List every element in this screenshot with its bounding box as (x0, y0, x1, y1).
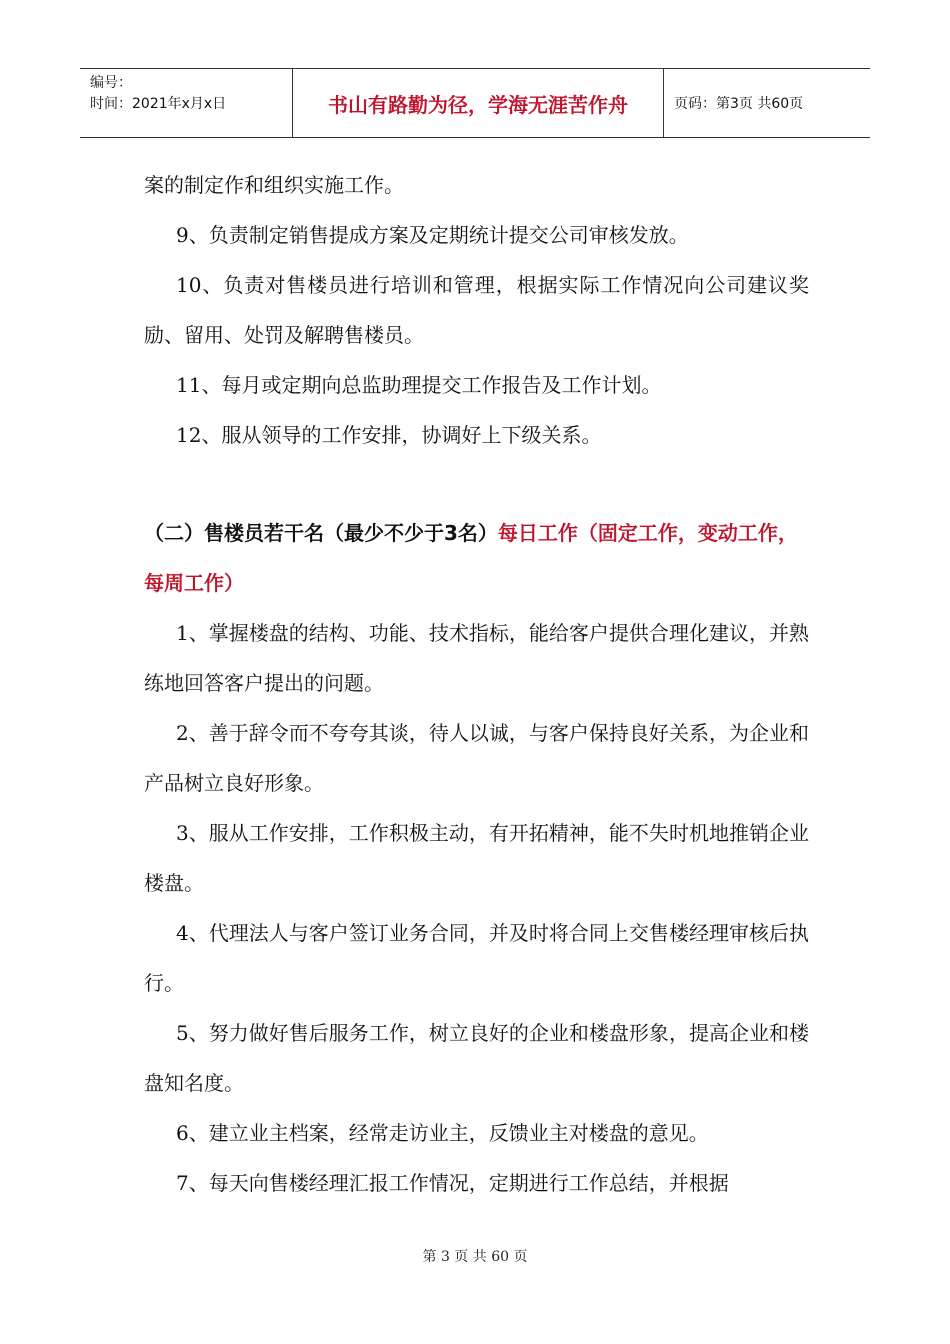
section-heading-highlight: 每日工作（固定工作，变动工作，每周工作） (144, 521, 798, 595)
document-number-label: 编号： (90, 75, 132, 91)
document-date: 时间：2021年x月x日 (90, 96, 227, 112)
paragraph-item-12: 12、服从领导的工作安排，协调好上下级关系。 (176, 423, 602, 447)
header-meta (80, 69, 293, 137)
section-heading-title: （二）售楼员若干名（最少不少于3名） (144, 521, 498, 545)
paragraph-item-11: 11、每月或定期向总监助理提交工作报告及工作计划。 (176, 373, 662, 397)
paragraph-intro: 案的制定作和组织实施工作。 (144, 173, 404, 197)
header-page-info: 页码：第3页 共60页 (674, 96, 804, 112)
page-header (80, 68, 870, 138)
section-heading (144, 508, 809, 608)
list-item: 2、善于辞令而不夸夸其谈，待人以诚，与客户保持良好关系，为企业和产品树立良好形象。 (144, 721, 809, 795)
list-item: 1、掌握楼盘的结构、功能、技术指标，能给客户提供合理化建议，并熟练地回答客户提出的问题。 (144, 621, 809, 695)
list-item: 4、代理法人与客户签订业务合同，并及时将合同上交售楼经理审核后执行。 (144, 921, 809, 995)
paragraph-item-9: 9、负责制定销售提成方案及定期统计提交公司审核发放。 (176, 223, 689, 247)
document-body (144, 160, 809, 1208)
paragraph-item-10: 10、负责对售楼员进行培训和管理，根据实际工作情况向公司建议奖励、留用、处罚及解聘售楼员。 (144, 273, 809, 347)
list-item: 6、建立业主档案，经常走访业主，反馈业主对楼盘的意见。 (176, 1121, 709, 1145)
list-item: 3、服从工作安排，工作积极主动，有开拓精神，能不失时机地推销企业楼盘。 (144, 821, 809, 895)
list-item: 7、每天向售楼经理汇报工作情况，定期进行工作总结，并根据 (176, 1171, 729, 1195)
list-item: 5、努力做好售后服务工作，树立良好的企业和楼盘形象，提高企业和楼盘知名度。 (144, 1021, 809, 1095)
header-motto: 书山有路勤为径，学海无涯苦作舟 (293, 69, 664, 137)
page-footer: 第 3 页 共 60 页 (422, 1249, 528, 1265)
